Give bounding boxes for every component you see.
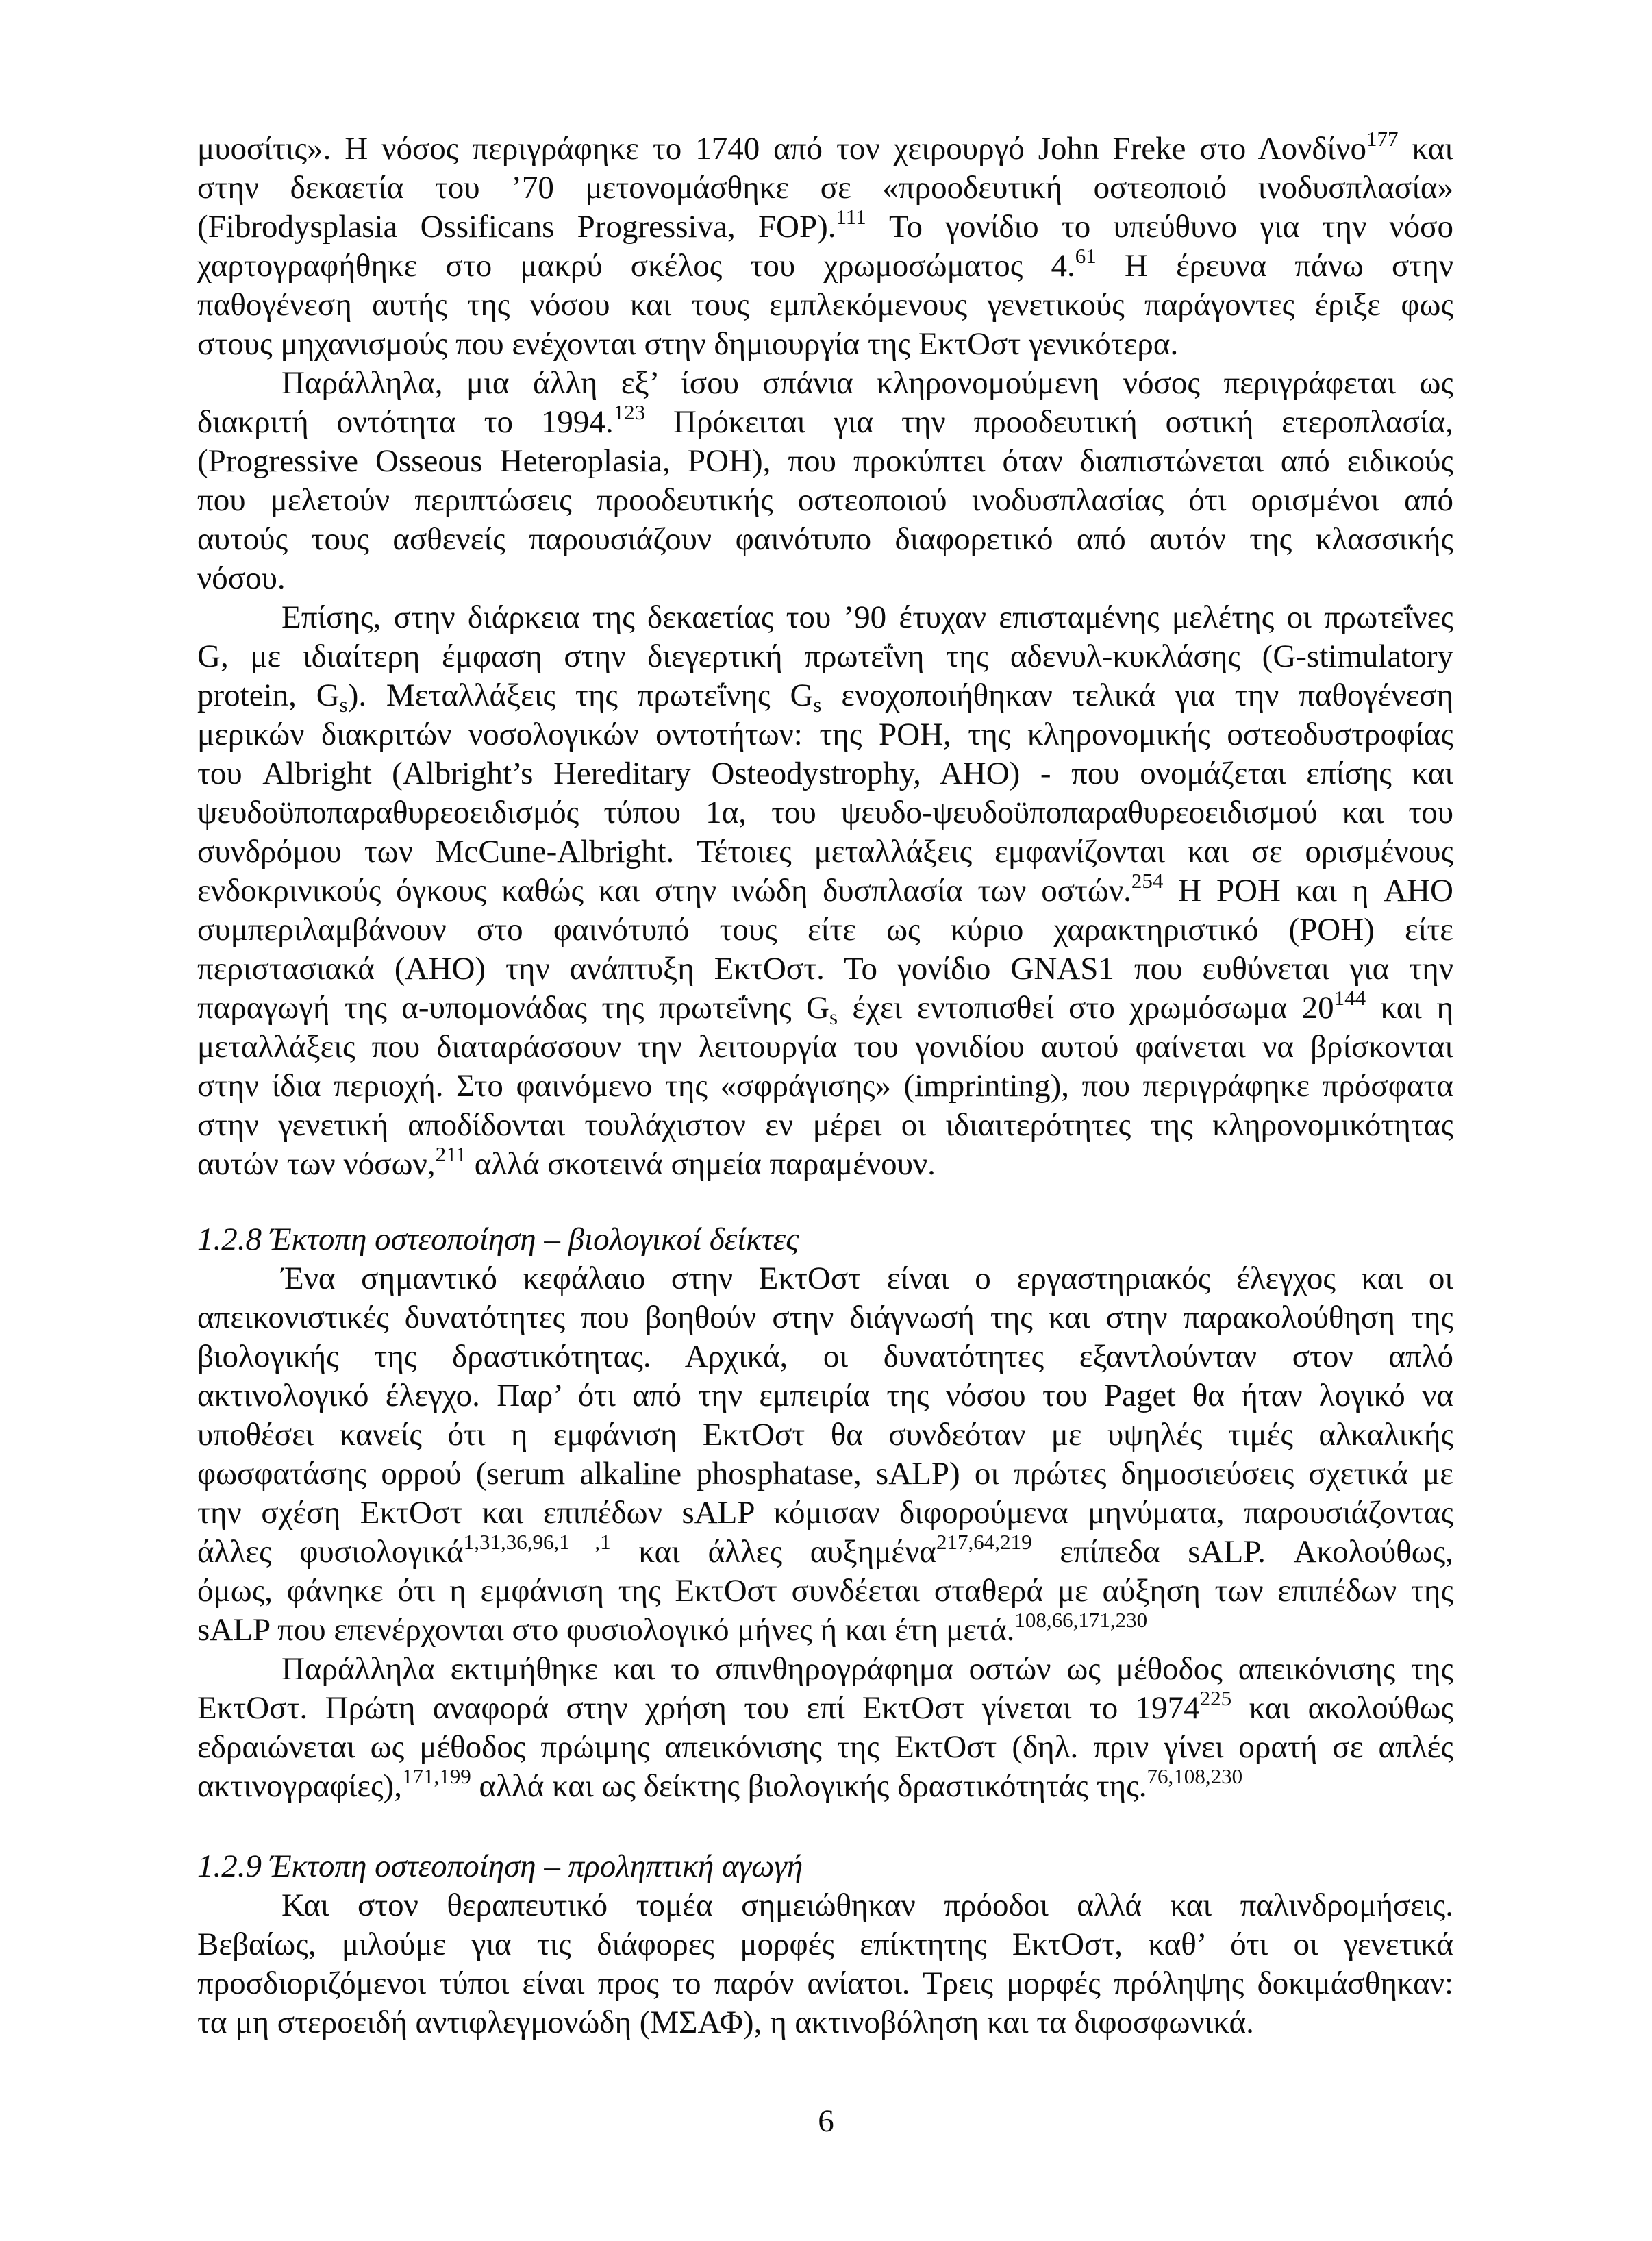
text-line [197, 286, 1453, 325]
citation-superscript: 123 [613, 399, 646, 424]
section-heading: 1.2.9 Έκτοπη οστεοποίηση – προληπτική αγωγή [197, 1848, 803, 1884]
text-line [197, 676, 1453, 715]
text-run: αλλά και ως δείκτης βιολογικής δραστικότητάς της. [471, 1768, 1147, 1804]
citation-superscript: 217,64,219 [936, 1529, 1032, 1554]
text-run: που μελετούν περιπτώσεις προοδευτικής οστεοποιού ινοδυσπλασίας ότι ορισμένοι από [197, 482, 1453, 518]
text-run: στους μηχανισμούς που ενέχονται στην δημιουργία της ΕκτΟστ γενικότερα. [197, 326, 1179, 362]
text-run: τα μη στεροειδή αντιφλεγμονώδη (ΜΣΑΦ), η ακτινοβόληση και τα διφοσφωνικά. [197, 2005, 1254, 2040]
citation-superscript: 61 [1075, 243, 1097, 268]
text-run: ΕκτΟστ. Πρώτη αναφορά στην χρήση του επί ΕκτΟστ γίνεται το 1974 [197, 1690, 1200, 1726]
text-run: και η [1366, 990, 1453, 1026]
paragraph [197, 364, 1453, 598]
section-heading: 1.2.8 Έκτοπη οστεοποίηση – βιολογικοί δείκτες [197, 1222, 799, 1257]
text-line [197, 1298, 1453, 1337]
text-line [197, 1728, 1453, 1767]
text-run: χαρτογραφήθηκε στο μακρύ σκέλος του χρωμοσώματος 4. [197, 248, 1075, 284]
text-line [197, 1964, 1453, 2003]
text-run: παθογένεση αυτής της νόσου και τους εμπλεκόμενους γενετικούς παράγοντες έριξε φως [197, 287, 1453, 323]
text-line [197, 364, 1453, 403]
text-run: στην γενετική αποδίδονται τουλάχιστον εν μέρει οι ιδιαιτερότητες της κληρονομικότητας [197, 1107, 1453, 1143]
text-line [197, 1028, 1453, 1067]
text-run: του Albright (Albright’s Hereditary Osteodystrophy, AHO) - που ονομάζεται επίσης και [197, 756, 1453, 791]
text-run: στην δεκαετία του ’70 μετονομάσθηκε σε «προοδευτική οστεοποιό ινοδυσπλασία» [197, 170, 1453, 206]
page-number: 6 [818, 2103, 834, 2139]
text-line [197, 520, 1453, 559]
text-line [197, 1685, 1454, 1728]
text-line [197, 1376, 1453, 1415]
text-run: Παράλληλα εκτιμήθηκε και το σπινθηρογράφημα οστών ως μέθοδος απεικόνισης της [281, 1651, 1453, 1687]
text-run: φωσφατάσης ορρού (serum alkaline phosphatase, sALP) οι πρώτες δημοσιεύσεις σχετικά με [197, 1456, 1453, 1491]
text-line [197, 868, 1453, 911]
text-line [197, 1415, 1453, 1454]
paragraph [197, 598, 1453, 1184]
text-line [197, 1572, 1453, 1611]
text-run: προσδιοριζόμενοι τύποι είναι προς το παρόν ανίατοι. Τρεις μορφές πρόληψης δοκιμάσθηκαν: [197, 1966, 1453, 2001]
text-line [197, 559, 1453, 598]
subscript: s [829, 1004, 838, 1029]
text-line [197, 1141, 1453, 1184]
text-run: μυοσίτις». Η νόσος περιγράφηκε το 1740 από τον χειρουργό John Freke στο Λονδίνο [197, 131, 1366, 166]
text-line [197, 481, 1453, 520]
text-run: μεταλλάξεις που διαταράσσουν την λειτουργία του γονιδίου αυτού φαίνεται να βρίσκονται [197, 1029, 1453, 1065]
text-run: Και στον θεραπευτικό τομέα σημειώθηκαν πρόοδοι αλλά και παλινδρομήσεις. [281, 1887, 1453, 1923]
text-line [197, 832, 1453, 871]
text-line [197, 1067, 1453, 1106]
text-run: Παράλληλα, μια άλλη εξ’ ίσου σπάνια κληρονομούμενη νόσος περιγράφεται ως [281, 365, 1453, 401]
citation-superscript: 108,66,171,230 [1014, 1607, 1148, 1632]
citation-superscript: 144 [1334, 985, 1366, 1010]
text-run: αυτούς τους ασθενείς παρουσιάζουν φαινότυπο διαφορετικό από αυτόν της κλασσικής [197, 521, 1453, 557]
text-line [197, 1763, 1453, 1806]
text-line [197, 950, 1453, 989]
text-line [197, 2003, 1453, 2042]
text-line [197, 1454, 1453, 1494]
text-line [197, 1529, 1454, 1572]
text-run: συμπεριλαμβάνουν στο φαινότυπό τους είτε ως κύριο χαρακτηριστικό (POH) είτε [197, 912, 1453, 948]
text-run: και άλλες αυξημένα [610, 1534, 937, 1570]
text-run: παραγωγή της α-υπομονάδας της πρωτεΐνης G [197, 990, 829, 1026]
text-line [197, 715, 1453, 754]
citation-superscript: 171,199 [401, 1763, 471, 1788]
text-run: επίπεδα sALP. Ακολούθως, [1031, 1534, 1454, 1570]
subscript: s [813, 692, 822, 717]
text-run: αυτών των νόσων, [197, 1146, 436, 1182]
text-run: μερικών διακριτών νοσολογικών οντοτήτων: της POH, της κληρονομικής οστεοδυστροφίας [197, 717, 1453, 752]
text-run: εδραιώνεται ως μέθοδος πρώιμης απεικόνισης της ΕκτΟστ (δηλ. πριν γίνει ορατή σε απλές [197, 1729, 1453, 1765]
text-run: ακτινολογικό έλεγχο. Παρ’ ότι από την εμπειρία της νόσου του Paget θα ήταν λογικό να [197, 1378, 1453, 1413]
text-line [197, 637, 1453, 676]
text-line [197, 793, 1453, 832]
text-run: και ακολούθως [1231, 1690, 1454, 1726]
text-line [197, 598, 1453, 637]
text-line [197, 1494, 1453, 1533]
text-run: ενοχοποιήθηκαν τελικά για την παθογένεση [821, 678, 1453, 713]
text-line [197, 1925, 1453, 1964]
paragraph-continued [197, 126, 1454, 364]
text-run: την σχέση ΕκτΟστ και επιπέδων sALP κόμισαν διφορούμενα μηνύματα, παρουσιάζοντας [197, 1495, 1453, 1531]
text-run: Το γονίδιο το υπεύθυνο για την νόσο [866, 209, 1453, 245]
text-run: Πρόκειται για την προοδευτική οστική ετεροπλασία, [645, 404, 1453, 440]
text-line [197, 126, 1453, 169]
text-run: ενδοκρινικούς όγκους καθώς και στην ινώδη δυσπλασία των οστών. [197, 873, 1131, 908]
text-line [197, 754, 1453, 793]
text-line [197, 169, 1453, 208]
text-line [197, 1259, 1453, 1298]
text-run: Η POH και η AHO [1163, 873, 1453, 908]
text-run: protein, G [197, 678, 340, 713]
text-run: αλλά σκοτεινά σημεία παραμένουν. [466, 1146, 936, 1182]
text-run: sALP που επενέρχονται στο φυσιολογικό μήνες ή και έτη μετά. [197, 1612, 1015, 1648]
text-run: στην ίδια περιοχή. Στο φαινόμενο της «σφράγισης» (imprinting), που περιγράφηκε πρόσφατα [197, 1068, 1453, 1104]
text-line [197, 911, 1453, 950]
text-line [197, 1607, 1453, 1650]
text-run: (Progressive Osseous Heteroplasia, POH), που προκύπτει όταν διαπιστώνεται από ειδικούς [197, 443, 1453, 479]
paragraph [197, 1259, 1453, 1650]
text-run: και [1398, 131, 1453, 166]
subscript: s [339, 692, 348, 717]
text-line [197, 325, 1453, 364]
citation-superscript: 211 [435, 1141, 466, 1166]
text-run: βιολογικής της δραστικότητας. Αρχικά, οι δυνατότητες εξαντλούνταν στον απλό [197, 1339, 1453, 1374]
text-run: άλλες φυσιολογικά [197, 1534, 464, 1570]
text-line [197, 1650, 1453, 1689]
text-run: συνδρόμου των McCune-Albright. Τέτοιες μεταλλάξεις εμφανίζονται και σε ορισμένους [197, 834, 1453, 869]
text-run: ). Μεταλλάξεις της πρωτεΐνης G [347, 678, 814, 713]
text-line [197, 204, 1453, 247]
text-run: Επίσης, στην διάρκεια της δεκαετίας του ’90 έτυχαν επισταμένης μελέτης οι πρωτεΐνες [281, 599, 1453, 635]
paragraph [197, 1650, 1453, 1806]
text-run: όμως, φάνηκε ότι η εμφάνιση της ΕκτΟστ συνδέεται σταθερά με αύξηση των επιπέδων της [197, 1573, 1453, 1609]
text-line [197, 985, 1453, 1029]
text-run: έχει εντοπισθεί στο χρωμόσωμα 20 [838, 990, 1334, 1026]
citation-superscript: 225 [1199, 1685, 1232, 1710]
text-run: απεικονιστικές δυνατότητες που βοηθούν στην διάγνωσή της και στην παρακολούθηση της [197, 1300, 1453, 1335]
citation-superscript: 111 [836, 204, 866, 229]
text-run: υποθέσει κανείς ότι η εμφάνιση ΕκτΟστ θα συνδεόταν με υψηλές τιμές αλκαλικής [197, 1417, 1453, 1452]
text-line [197, 243, 1454, 286]
text-run: Βεβαίως, μιλούμε για τις διάφορες μορφές επίκτητης ΕκτΟστ, καθ’ ότι οι γενετικά [197, 1927, 1453, 1962]
body-text [197, 126, 1454, 2042]
text-line [197, 399, 1453, 442]
text-line [197, 1886, 1453, 1925]
text-run: (Fibrodysplasia Ossificans Progressiva, FOP). [197, 209, 836, 245]
text-line [197, 1337, 1453, 1376]
citation-superscript: 254 [1131, 868, 1164, 893]
text-line [197, 442, 1453, 481]
text-run: ψευδοϋποπαραθυρεοειδισμός τύπου 1α, του ψευδο-ψευδοϋποπαραθυρεοειδισμού και του [197, 795, 1453, 830]
text-run: ακτινογραφίες), [197, 1768, 402, 1804]
text-line [197, 1106, 1453, 1145]
text-run: Ένα σημαντικό κεφάλαιο στην ΕκτΟστ είναι ο εργαστηριακός έλεγχος και οι [281, 1261, 1453, 1296]
citation-superscript: 1,31,36,96,1 ,1 [463, 1529, 611, 1554]
paragraph [197, 1886, 1453, 2042]
citation-superscript: 76,108,230 [1147, 1763, 1243, 1788]
text-run: G, με ιδιαίτερη έμφαση στην διεγερτική πρωτεΐνη της αδενυλ-κυκλάσης (G-stimulatory [197, 639, 1453, 674]
text-run: Η έρευνα πάνω στην [1096, 248, 1454, 284]
text-run: νόσου. [197, 560, 286, 596]
citation-superscript: 177 [1366, 126, 1399, 151]
text-run: περιστασιακά (AHO) την ανάπτυξη ΕκτΟστ. Το γονίδιο GNAS1 που ευθύνεται για την [197, 951, 1453, 987]
text-run: διακριτή οντότητα το 1994. [197, 404, 614, 440]
